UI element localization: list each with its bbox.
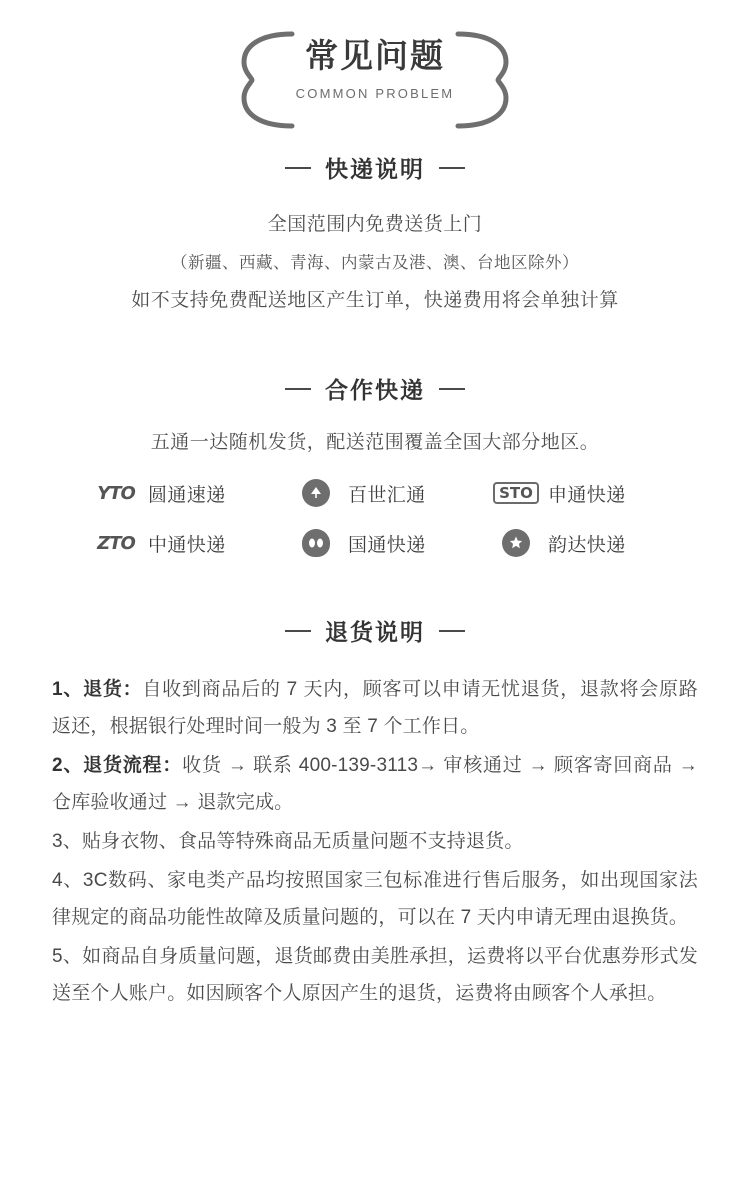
policy-lead: 1、退货： xyxy=(52,679,143,700)
courier-item xyxy=(75,478,275,508)
guotong-logo-icon xyxy=(293,528,339,558)
header-inner xyxy=(234,34,517,101)
courier-item xyxy=(275,478,475,508)
shipping-line-3: 如不支持免费配送地区产生订单，快递费用将会单独计算 xyxy=(131,290,619,311)
policy-item xyxy=(52,938,698,1012)
courier-item xyxy=(475,528,675,558)
partners-description: 五通一达随机发货，配送范围覆盖全国大部分地区。 xyxy=(150,432,600,453)
policy-text: 5、如商品自身质量问题，退货邮费由美胜承担，运费将以平台优惠券形式发送至个人账户。如因顾客个人原因产生的退货，运费将由顾客个人承担。 xyxy=(52,946,698,1004)
courier-name: 韵达快递 xyxy=(548,534,626,556)
policy-item xyxy=(52,671,698,745)
policy-text: 3、贴身衣物、食品等特殊商品无质量问题不支持退货。 xyxy=(52,831,524,852)
policy-item xyxy=(52,747,698,821)
courier-name: 申通快递 xyxy=(548,484,626,506)
policy-text: 4、3C数码、家电类产品均按照国家三包标准进行售后服务，如出现国家法律规定的商品功能性故障及质量问题的，可以在 7 天内申请无理由退换货。 xyxy=(52,870,698,928)
policy-lead: 2、退货流程： xyxy=(52,755,183,776)
huitong-logo-icon xyxy=(293,478,339,508)
courier-name: 中通快递 xyxy=(148,534,226,556)
policy-item xyxy=(52,862,698,936)
section-heading-shipping xyxy=(0,151,750,184)
policy-text: 自收到商品后的 7 天内，顾客可以申请无忧退货，退款将会原路返还，根据银行处理时间一般为 3 至 7 个工作日。 xyxy=(52,679,698,737)
section-title-returns: 退货说明 xyxy=(325,619,425,645)
section-heading-returns xyxy=(0,614,750,647)
section-heading-partners xyxy=(0,372,750,405)
page-header xyxy=(0,0,750,103)
dash-left-icon xyxy=(285,388,311,390)
brace-right-icon xyxy=(454,28,520,132)
dash-right-icon xyxy=(439,388,465,390)
courier-item xyxy=(275,528,475,558)
policy-item xyxy=(52,823,698,860)
dash-right-icon xyxy=(439,630,465,632)
section-title-shipping: 快递说明 xyxy=(325,156,425,182)
courier-name: 圆通速递 xyxy=(148,484,226,506)
shipping-line-1: 全国范围内免费送货上门 xyxy=(267,214,483,235)
courier-name: 百世汇通 xyxy=(348,484,426,506)
bottom-spacer xyxy=(0,1014,750,1066)
courier-name: 国通快递 xyxy=(348,534,426,556)
page-subtitle: COMMON PROBLEM xyxy=(295,86,455,101)
yunda-logo-icon xyxy=(493,528,539,558)
zto-logo-icon: ZTO xyxy=(97,532,135,554)
courier-grid xyxy=(75,478,675,558)
policy-text: 收货 → 联系 400-139-3113→ 审核通过 → 顾客寄回商品 → 仓库验收通过 → 退款完成。 xyxy=(52,755,699,813)
sto-logo-icon: STO xyxy=(493,478,539,508)
dash-left-icon xyxy=(285,167,311,169)
dash-left-icon xyxy=(285,630,311,632)
dash-right-icon xyxy=(439,167,465,169)
courier-item xyxy=(75,528,275,558)
section-title-partners: 合作快递 xyxy=(325,377,425,403)
shipping-line-2: （新疆、西藏、青海、内蒙古及港、澳、台地区除外） xyxy=(171,254,579,272)
courier-item xyxy=(475,478,675,508)
page-title: 常见问题 xyxy=(305,37,445,74)
shipping-lines xyxy=(0,206,750,320)
return-policy-list xyxy=(52,671,698,1012)
yto-logo-icon: YTO xyxy=(97,482,135,504)
brace-left-icon xyxy=(230,28,296,132)
